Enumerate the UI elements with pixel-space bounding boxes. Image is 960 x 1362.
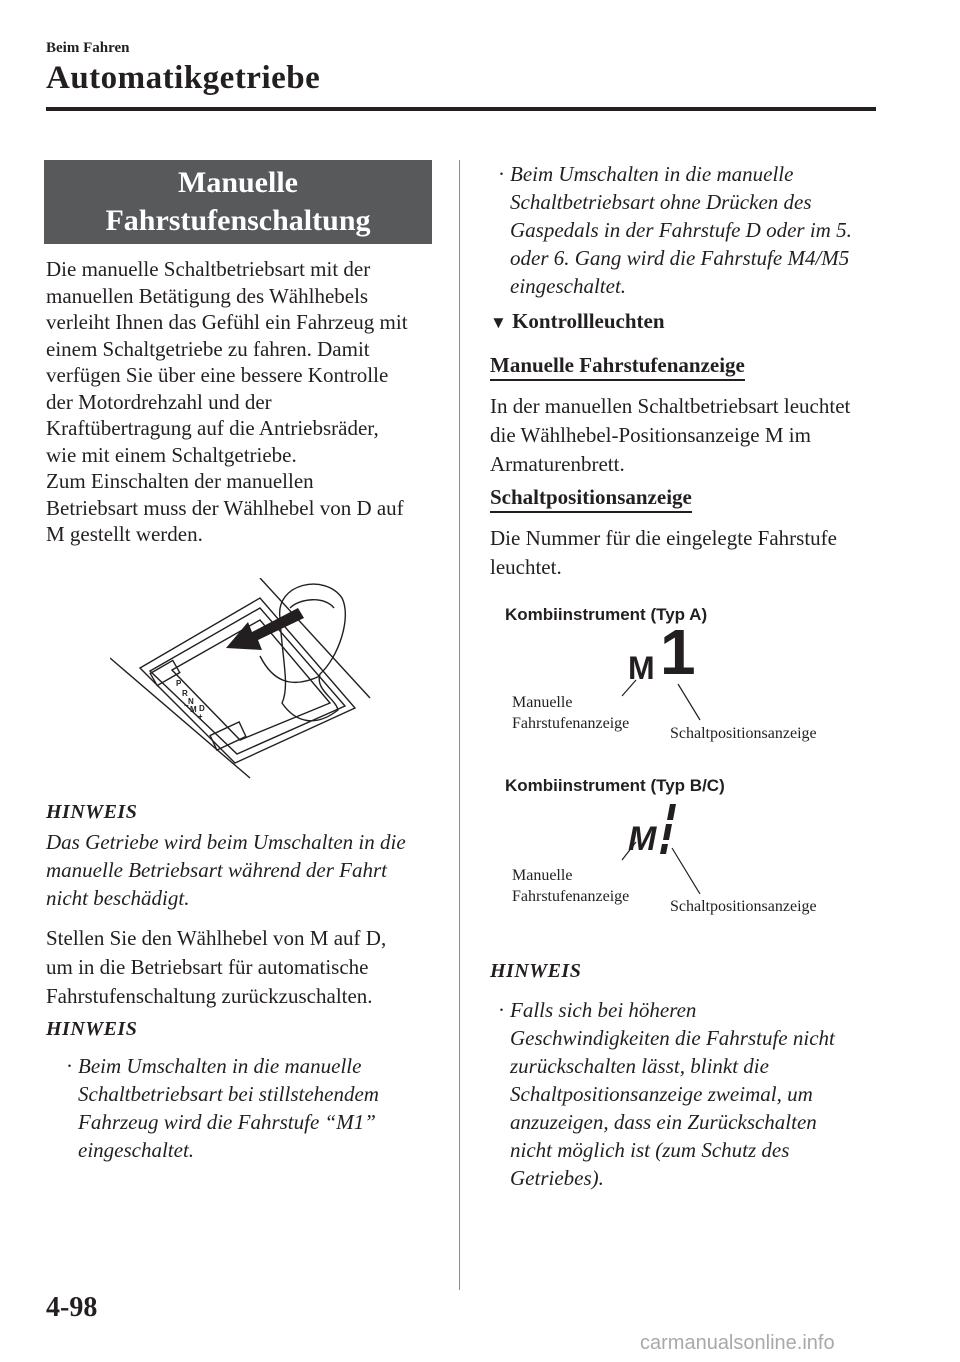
manuelle-line: Armaturenbrett. bbox=[490, 452, 625, 476]
hinweis-2-line: Fahrzeug wird die Fahrstufe “M1” bbox=[78, 1110, 376, 1134]
diagram-a-title: Kombiinstrument (Typ A) bbox=[505, 605, 708, 624]
diagram-a-gear-number: 1 bbox=[660, 616, 696, 688]
hinweis-2-line: Beim Umschalten in die manuelle bbox=[78, 1054, 362, 1078]
hinweis-1-text bbox=[46, 828, 446, 912]
intro-line: Die manuelle Schaltbetriebsart mit der bbox=[46, 257, 371, 281]
intro-line: Zum Einschalten der manuellen bbox=[46, 469, 314, 493]
diagram-b-title: Kombiinstrument (Typ B/C) bbox=[505, 776, 725, 795]
page-number: 4-98 bbox=[46, 1292, 98, 1323]
kontrollleuchten-title: Kontrollleuchten bbox=[512, 309, 665, 333]
intro-line: manuellen Betätigung des Wählhebels bbox=[46, 283, 369, 308]
switch-back-line: Fahrstufenschaltung zurückzuschalten. bbox=[46, 984, 373, 1008]
schalt-line: Die Nummer für die eingelegte Fahrstufe bbox=[490, 526, 837, 550]
switch-back-line: um in die Betriebsart für automatische bbox=[46, 955, 369, 979]
hinweis-3-line: Schaltpositionsanzeige zweimal, um bbox=[510, 1082, 813, 1106]
hinweis-2-text bbox=[66, 1052, 448, 1164]
topic-title-line2: Fahrstufenschaltung bbox=[105, 204, 371, 237]
hinweis-3-line: nicht möglich ist (zum Schutz des bbox=[510, 1138, 790, 1162]
hinweis-1-line: Das Getriebe wird beim Umschalten in die bbox=[46, 830, 406, 854]
intro-line: der Motordrehzahl und der bbox=[46, 389, 272, 414]
column-divider bbox=[459, 160, 460, 1290]
triangle-down-icon: ▼ bbox=[490, 313, 507, 332]
hinweis-3-line: zurückschalten lässt, blinkt die bbox=[510, 1054, 769, 1078]
hinweis-3-text bbox=[498, 996, 890, 1192]
right-bullet-line: eingeschaltet. bbox=[510, 274, 627, 298]
manuelle-line: die Wählhebel-Positionsanzeige M im bbox=[490, 423, 811, 447]
intro-line: wie mit einem Schaltgetriebe. bbox=[46, 442, 297, 467]
right-bullet bbox=[498, 160, 890, 300]
diagram-a-m-indicator: M bbox=[628, 650, 655, 686]
bullet-dot: · bbox=[66, 1054, 73, 1078]
diagram-b-label-left-line2: Fahrstufenanzeige bbox=[512, 888, 630, 905]
hinweis-3-line: Getriebes). bbox=[510, 1166, 604, 1190]
right-bullet-line: Gaspedals in der Fahrstufe D oder im 5. bbox=[510, 218, 852, 242]
hinweis-1-line: nicht beschädigt. bbox=[46, 886, 190, 910]
section-title: Automatikgetriebe bbox=[46, 60, 321, 96]
gate-label-d: D bbox=[199, 704, 205, 713]
hinweis-1-title: HINWEIS bbox=[46, 801, 138, 823]
schaltpositionsanzeige-heading: Schaltpositionsanzeige bbox=[490, 485, 692, 513]
hinweis-3-line: Falls sich bei höheren bbox=[510, 998, 697, 1022]
hinweis-3-line: anzuzeigen, dass ein Zurückschalten bbox=[510, 1110, 817, 1134]
gate-label-m: M bbox=[190, 705, 197, 714]
manuelle-line: In der manuellen Schaltbetriebsart leuchtet bbox=[490, 394, 851, 418]
diagram-a-label-left bbox=[512, 692, 629, 734]
gate-label-n: N bbox=[188, 697, 194, 706]
hinweis-2-title: HINWEIS bbox=[46, 1018, 138, 1040]
diagram-a-label-right: Schaltpositionsanzeige bbox=[670, 725, 817, 742]
hinweis-1-line: manuelle Betriebsart während der Fahrt bbox=[46, 858, 388, 882]
topic-title-line1: Manuelle bbox=[178, 166, 298, 199]
diagram-a-label-left-line1: Manuelle bbox=[512, 694, 573, 711]
manuelle-fahrstufenanzeige-heading: Manuelle Fahrstufenanzeige bbox=[490, 353, 745, 381]
right-bullet-line: Beim Umschalten in die manuelle bbox=[510, 162, 794, 186]
kontrollleuchten-heading bbox=[490, 309, 665, 334]
intro-line: verfügen Sie über eine bessere Kontrolle bbox=[46, 363, 389, 387]
gate-label-r: R bbox=[182, 689, 188, 698]
schalt-paragraph bbox=[490, 524, 890, 582]
switch-back-line: Stellen Sie den Wählhebel von M auf D, bbox=[46, 926, 387, 950]
bullet-dot: · bbox=[498, 998, 505, 1022]
diagram-b-label-left-line1: Manuelle bbox=[512, 867, 573, 884]
hinweis-2-line: eingeschaltet. bbox=[78, 1138, 195, 1162]
diagram-a-label-left-line2: Fahrstufenanzeige bbox=[512, 715, 630, 732]
intro-line: einem Schaltgetriebe zu fahren. Damit bbox=[46, 336, 370, 361]
manuelle-paragraph bbox=[490, 392, 890, 479]
diagram-b-label-left bbox=[512, 865, 629, 907]
switch-back-paragraph bbox=[46, 924, 446, 1011]
chapter-label: Beim Fahren bbox=[46, 40, 130, 56]
intro-line: M gestellt werden. bbox=[46, 522, 203, 546]
intro-line: verleiht Ihnen das Gefühl ein Fahrzeug mit bbox=[46, 310, 408, 334]
intro-line: Betriebsart muss der Wählhebel von D auf bbox=[46, 495, 404, 520]
diagram-b-label-right: Schaltpositionsanzeige bbox=[670, 898, 817, 915]
intro-paragraph bbox=[46, 256, 446, 548]
topic-title-box bbox=[44, 160, 432, 244]
hinweis-3-line: Geschwindigkeiten die Fahrstufe nicht bbox=[510, 1026, 835, 1050]
watermark-text: carmanualsonline.info bbox=[640, 1332, 835, 1354]
right-bullet-line: Schaltbetriebsart ohne Drücken des bbox=[510, 190, 812, 214]
header-rule bbox=[46, 107, 876, 111]
gear-selector-illustration bbox=[110, 578, 380, 783]
gate-label-p: P bbox=[176, 679, 182, 688]
intro-line: Kraftübertragung auf die Antriebsräder, bbox=[46, 416, 379, 440]
schalt-line: leuchtet. bbox=[490, 555, 562, 579]
bullet-dot: · bbox=[498, 162, 505, 186]
right-bullet-line: oder 6. Gang wird die Fahrstufe M4/M5 bbox=[510, 246, 850, 270]
diagram-b-m-indicator: M bbox=[628, 820, 657, 858]
gate-label-plus: + bbox=[198, 712, 203, 721]
hinweis-2-line: Schaltbetriebsart bei stillstehendem bbox=[78, 1082, 379, 1106]
gate-label-minus: − bbox=[184, 701, 189, 710]
hinweis-3-title: HINWEIS bbox=[490, 960, 582, 982]
